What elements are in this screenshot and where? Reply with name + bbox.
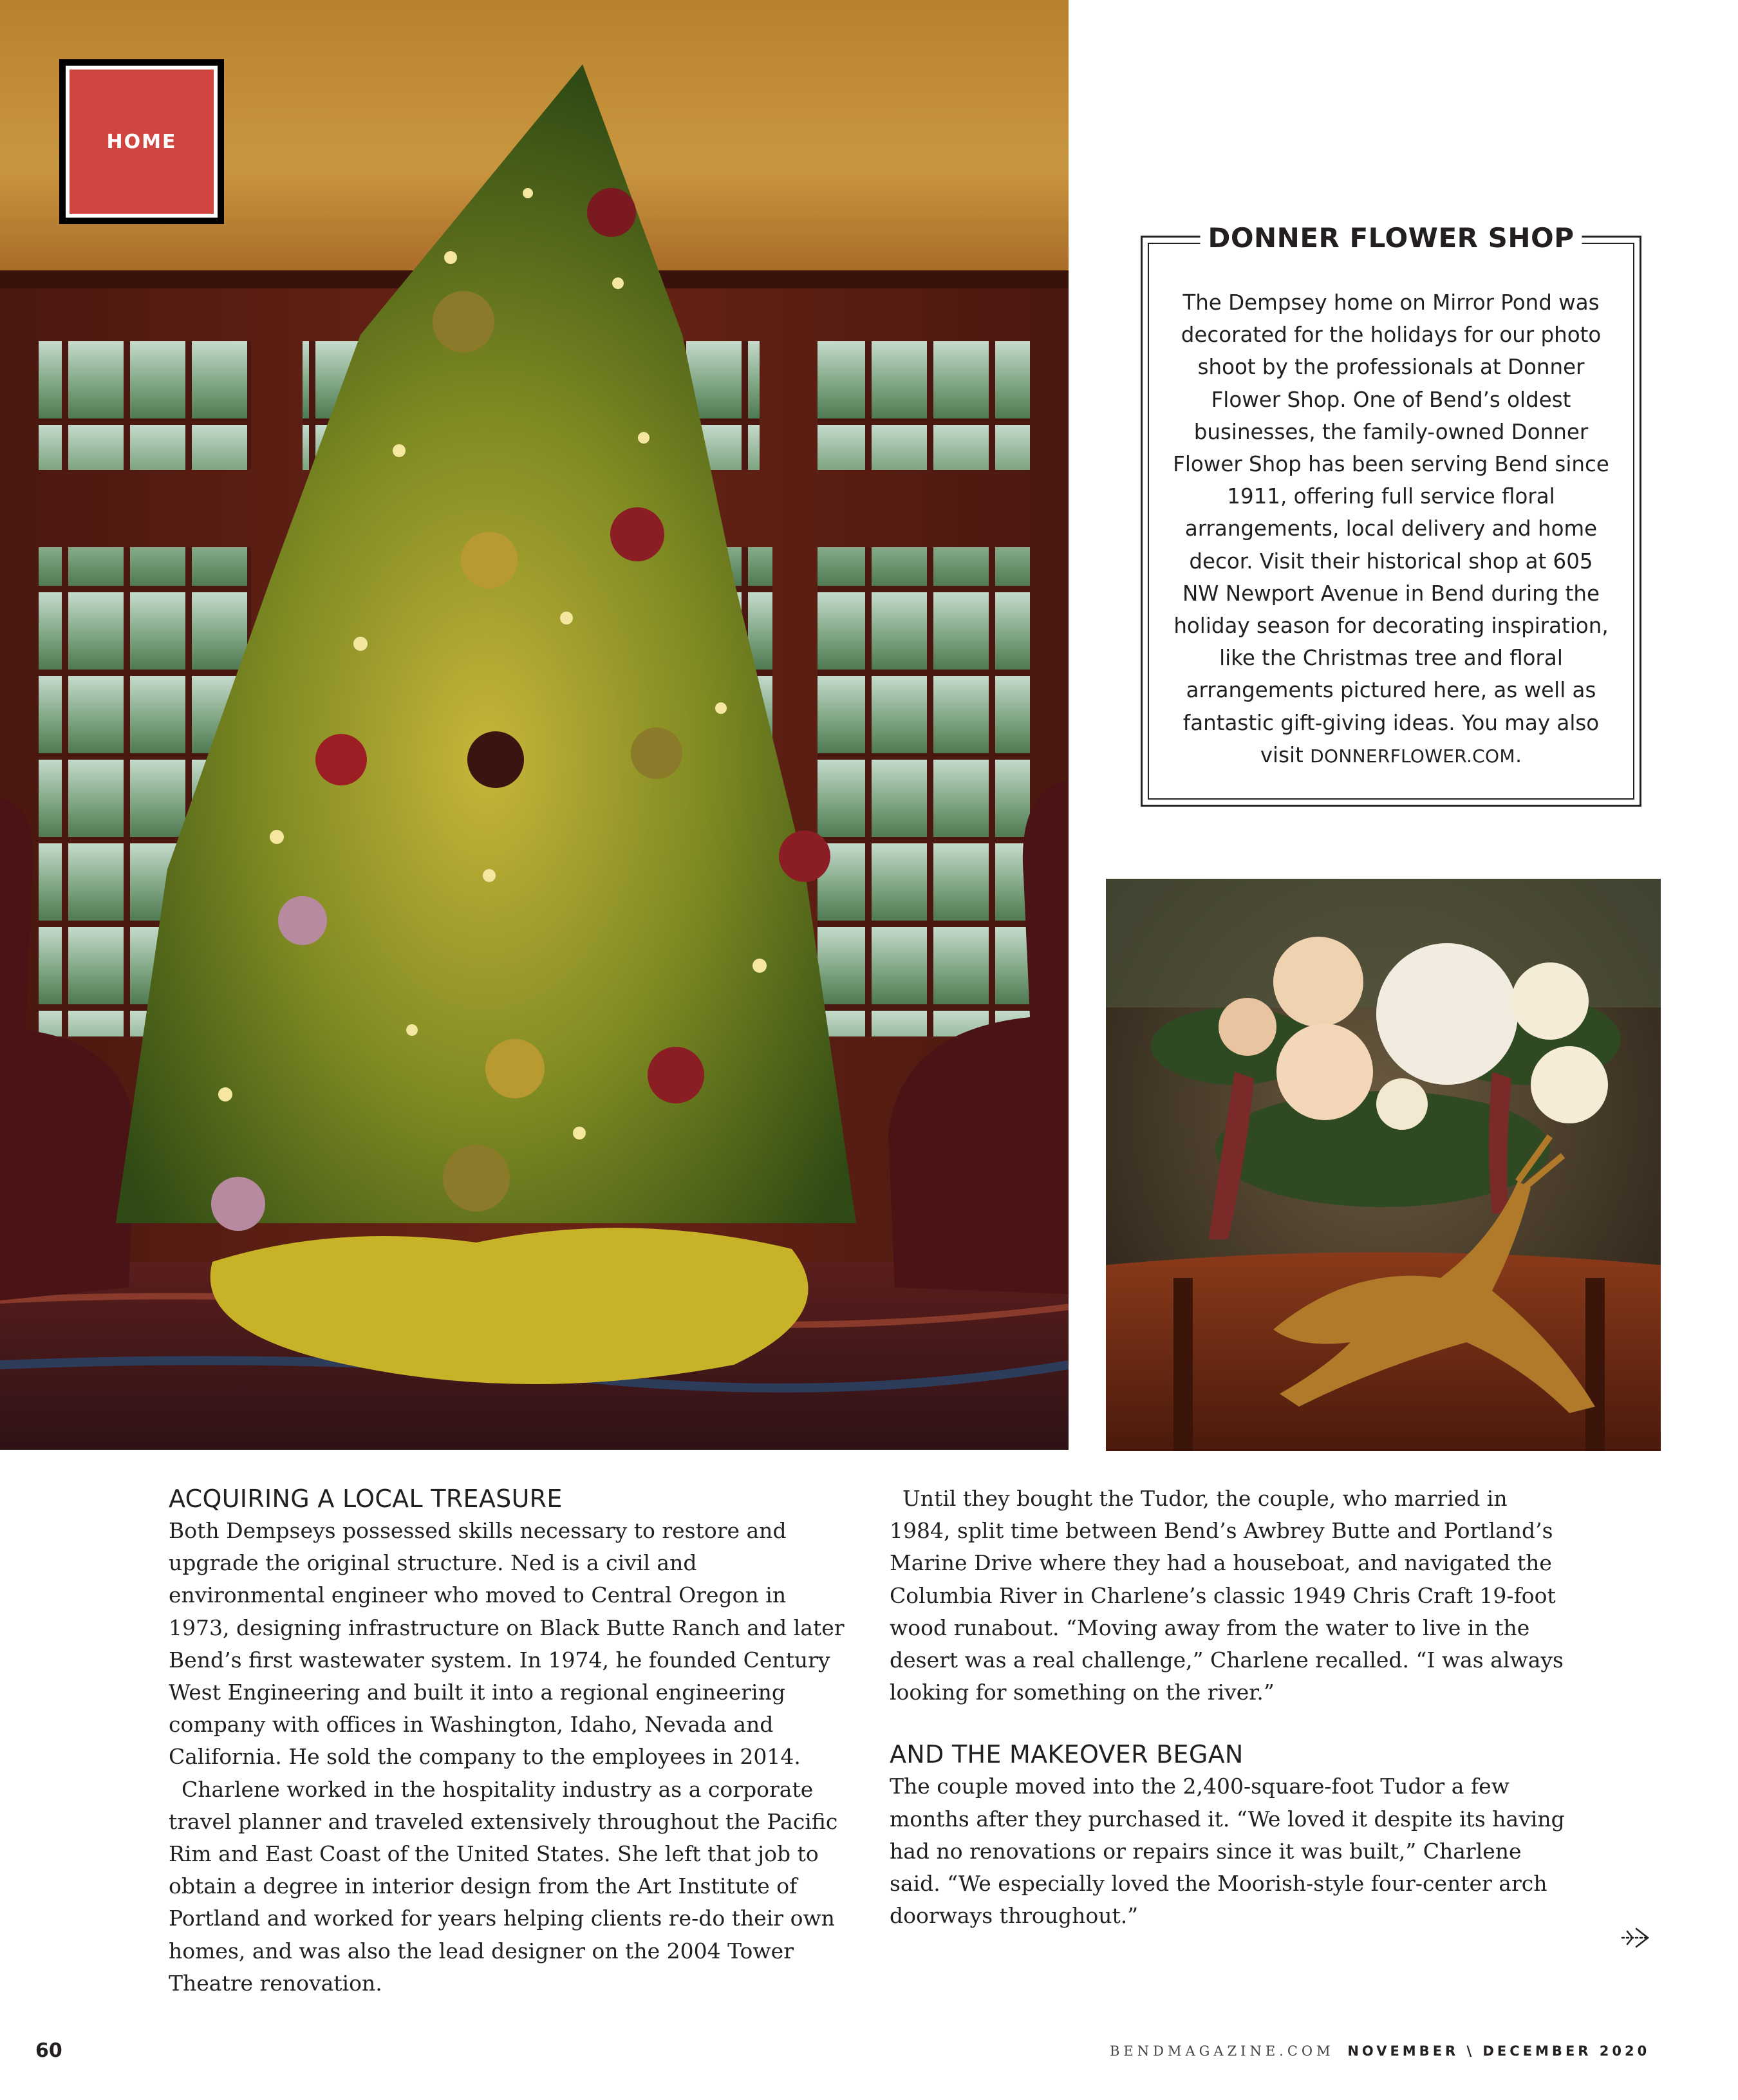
paragraph-before-tudor: Until they bought the Tudor, the couple, who married in 1984, split time between Bend’s Awbrey Butte and Portland’s Marine Drive where they had a houseboat, and navigated the Columbia River in Charlene’s classic 1949 Chris Craft 19-foot wood runabout. “Moving away from the water to live in the desert was a real challenge,” Charlene recalled. “I was always looking for something on the river.” bbox=[890, 1486, 1564, 1705]
heading-acquiring-local-treasure: ACQUIRING A LOCAL TREASURE bbox=[169, 1485, 563, 1513]
section-tag-label: HOME bbox=[106, 130, 177, 153]
continue-arrow-icon bbox=[1621, 1925, 1652, 1951]
floral-arrangement-photo bbox=[1106, 879, 1661, 1451]
article-right-column bbox=[890, 1483, 1565, 1932]
page-number: 60 bbox=[35, 2039, 62, 2062]
flower-illustration bbox=[1106, 879, 1661, 1451]
sidebar-website-link[interactable]: DONNERFLOWER.COM bbox=[1310, 745, 1515, 767]
section-tag bbox=[59, 59, 224, 224]
heading-makeover-began: AND THE MAKEOVER BEGAN bbox=[890, 1740, 1244, 1769]
footer-site: BENDMAGAZINE.COM bbox=[1110, 2043, 1334, 2059]
donner-flower-shop-sidebar bbox=[1141, 222, 1641, 807]
sidebar-text: The Dempsey home on Mirror Pond was decorated for the holidays for our photo shoot by the professionals at Donner Flower Shop. One of Bend’s oldest businesses, the family-owned Donner Flower Shop has been serving Bend since 1911, offering full service floral arrangements, local delivery and home decor. Visit their historical shop at 605 NW Newport Avenue in Bend during the holiday season for decorating inspiration, like the Christmas tree and floral arrangements pictured here, as well as fantastic gift-giving ideas. You may also visit bbox=[1173, 290, 1609, 767]
article-left-column bbox=[169, 1483, 845, 2000]
section-tag-box bbox=[66, 66, 218, 218]
paragraph-moved-in: The couple moved into the 2,400-square-foot Tudor a few months after they purchased it. “We loved it despite its having had no renovations or repairs since it was built,” Charlene said. “We especially loved the Moorish-style four-center arch doorways throughout.” bbox=[890, 1774, 1565, 1929]
sidebar-end: . bbox=[1515, 742, 1522, 767]
paragraph-charlene-career: Charlene worked in the hospitality industry as a corporate travel planner and traveled extensively throughout the Pacific Rim and East Coast of the United States. She left that job to obtain a degree in interior design from the Art Institute of Portland and worked for years helping clients re-do their own homes, and was also the lead designer on the 2004 Tower Theatre renovation. bbox=[169, 1776, 838, 1996]
sidebar-title: DONNER FLOWER SHOP bbox=[1200, 222, 1582, 254]
footer-issue: NOVEMBER \ DECEMBER 2020 bbox=[1347, 2043, 1650, 2059]
paragraph-dempseys-skills: Both Dempseys possessed skills necessary to restore and upgrade the original structure. Ned is a civil and environmental engineer who moved to Central Oregon in 1973, designing infrastructure on Black Butte Ranch and later Bend’s first wastewater system. In 1974, he founded Century West Engineering and built it into a regional engineering company with offices in Washington, Idaho, Nevada and California. He sold the company to the employees in 2014. bbox=[169, 1518, 845, 1770]
footer-publication-info bbox=[1110, 2043, 1650, 2059]
sidebar-body bbox=[1172, 286, 1610, 773]
